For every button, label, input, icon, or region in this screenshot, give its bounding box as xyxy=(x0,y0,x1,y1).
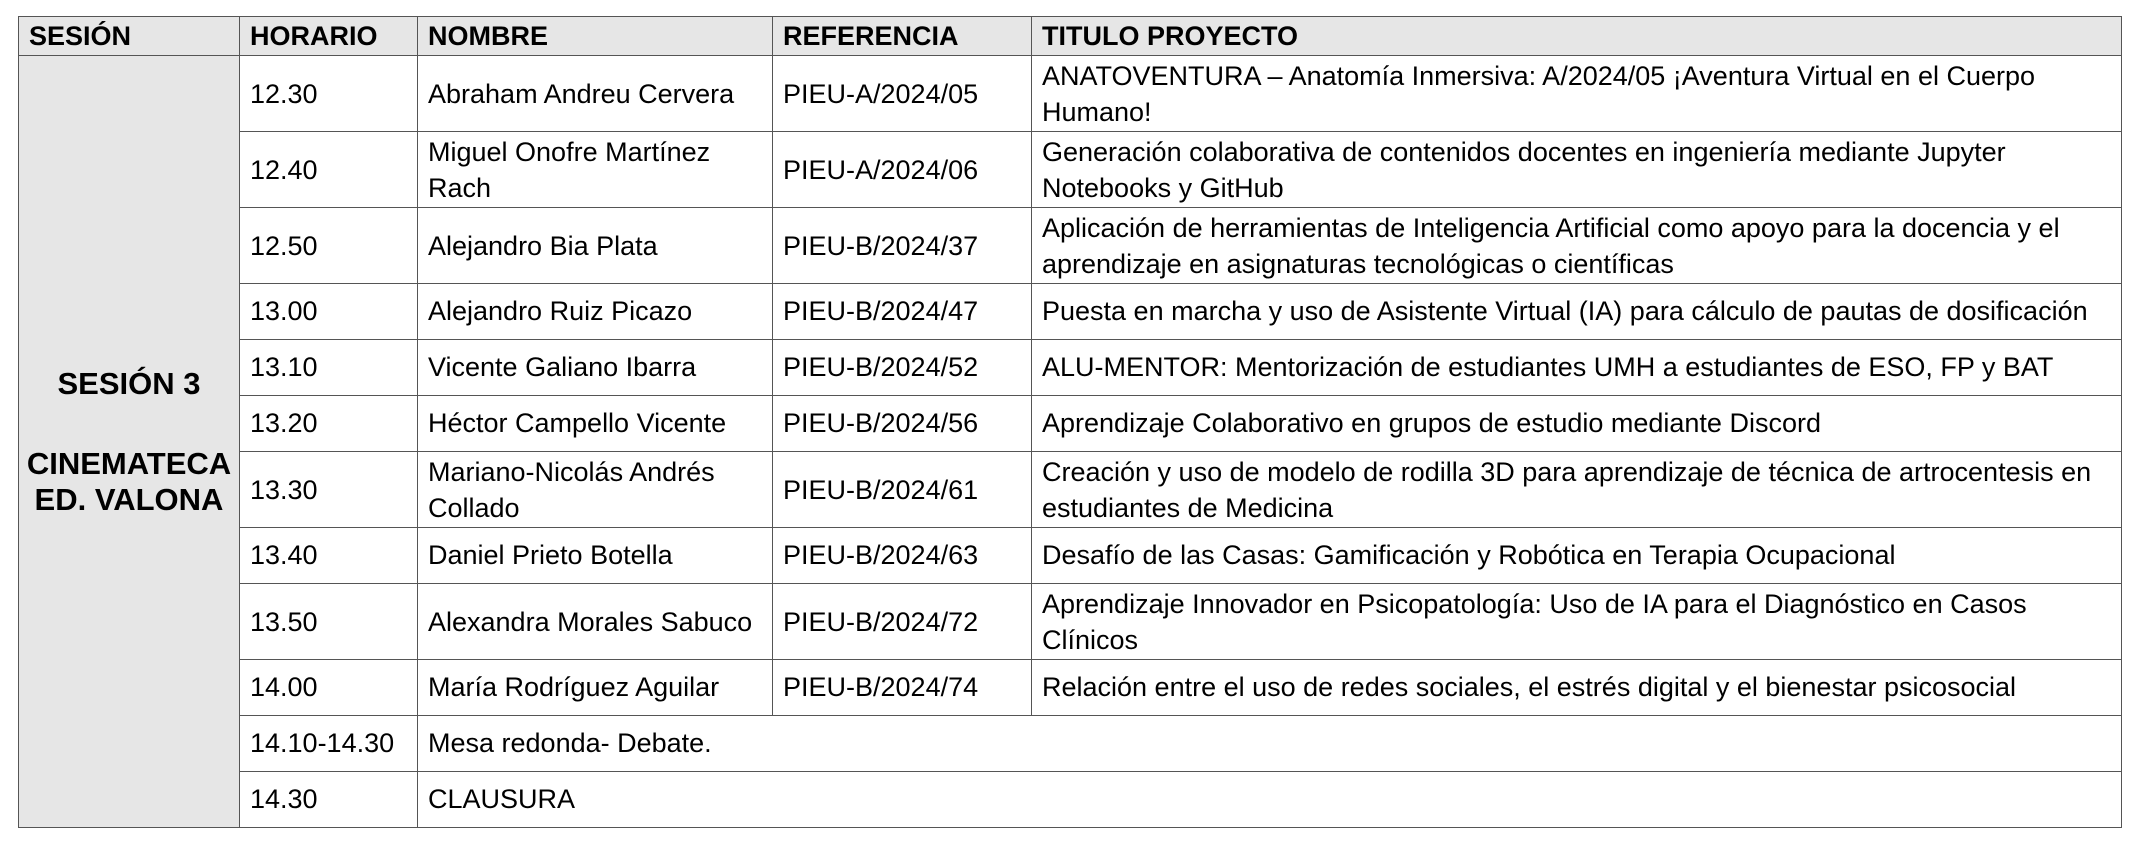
table-row xyxy=(19,584,2122,660)
time-cell: 14.10-14.30 xyxy=(240,716,418,772)
time-cell: 13.30 xyxy=(240,452,418,528)
project-title-cell: Aprendizaje Colaborativo en grupos de estudio mediante Discord xyxy=(1032,396,2122,452)
time-cell: 13.50 xyxy=(240,584,418,660)
name-cell: María Rodríguez Aguilar xyxy=(418,660,773,716)
header-time: HORARIO xyxy=(240,17,418,56)
session-venue-line1: CINEMATECA xyxy=(26,445,232,481)
header-session: SESIÓN xyxy=(19,17,240,56)
reference-cell: PIEU-B/2024/63 xyxy=(773,528,1032,584)
table-row xyxy=(19,56,2122,132)
project-title-cell: Relación entre el uso de redes sociales, el estrés digital y el bienestar psicosocial xyxy=(1032,660,2122,716)
reference-cell: PIEU-B/2024/72 xyxy=(773,584,1032,660)
table-row xyxy=(19,716,2122,772)
project-title-cell: Puesta en marcha y uso de Asistente Virtual (IA) para cálculo de pautas de dosificación xyxy=(1032,284,2122,340)
time-cell: 13.10 xyxy=(240,340,418,396)
header-row xyxy=(19,17,2122,56)
name-cell: Alejandro Bia Plata xyxy=(418,208,773,284)
name-cell: Alejandro Ruiz Picazo xyxy=(418,284,773,340)
table-row xyxy=(19,132,2122,208)
time-cell: 12.30 xyxy=(240,56,418,132)
name-cell: Alexandra Morales Sabuco xyxy=(418,584,773,660)
time-cell: 12.40 xyxy=(240,132,418,208)
session-venue-line2: ED. VALONA xyxy=(34,481,224,517)
time-cell: 14.30 xyxy=(240,772,418,828)
closing-cell: CLAUSURA xyxy=(418,772,2122,828)
time-cell: 13.00 xyxy=(240,284,418,340)
session-cell xyxy=(19,56,240,828)
name-cell: Vicente Galiano Ibarra xyxy=(418,340,773,396)
debate-cell: Mesa redonda- Debate. xyxy=(418,716,2122,772)
table-row xyxy=(19,284,2122,340)
project-title-cell: Aprendizaje Innovador en Psicopatología: Uso de IA para el Diagnóstico en Casos Clínicos xyxy=(1032,584,2122,660)
table-row xyxy=(19,208,2122,284)
reference-cell: PIEU-B/2024/56 xyxy=(773,396,1032,452)
name-cell: Abraham Andreu Cervera xyxy=(418,56,773,132)
table-row xyxy=(19,660,2122,716)
table-row xyxy=(19,452,2122,528)
reference-cell: PIEU-A/2024/06 xyxy=(773,132,1032,208)
time-cell: 12.50 xyxy=(240,208,418,284)
time-cell: 13.20 xyxy=(240,396,418,452)
session-label: SESIÓN 3 xyxy=(57,365,201,401)
header-reference: REFERENCIA xyxy=(773,17,1032,56)
project-title-cell: ALU-MENTOR: Mentorización de estudiantes UMH a estudiantes de ESO, FP y BAT xyxy=(1032,340,2122,396)
table-row xyxy=(19,772,2122,828)
reference-cell: PIEU-B/2024/61 xyxy=(773,452,1032,528)
schedule-table xyxy=(18,16,2122,828)
project-title-cell: Creación y uso de modelo de rodilla 3D para aprendizaje de técnica de artrocentesis en estudiantes de Medicina xyxy=(1032,452,2122,528)
reference-cell: PIEU-B/2024/47 xyxy=(773,284,1032,340)
header-project-title: TITULO PROYECTO xyxy=(1032,17,2122,56)
reference-cell: PIEU-B/2024/74 xyxy=(773,660,1032,716)
project-title-cell: ANATOVENTURA – Anatomía Inmersiva: A/2024/05 ¡Aventura Virtual en el Cuerpo Humano! xyxy=(1032,56,2122,132)
header-name: NOMBRE xyxy=(418,17,773,56)
reference-cell: PIEU-A/2024/05 xyxy=(773,56,1032,132)
name-cell: Miguel Onofre Martínez Rach xyxy=(418,132,773,208)
table-row xyxy=(19,340,2122,396)
name-cell: Daniel Prieto Botella xyxy=(418,528,773,584)
name-cell: Mariano-Nicolás Andrés Collado xyxy=(418,452,773,528)
table-row xyxy=(19,396,2122,452)
time-cell: 13.40 xyxy=(240,528,418,584)
time-cell: 14.00 xyxy=(240,660,418,716)
reference-cell: PIEU-B/2024/52 xyxy=(773,340,1032,396)
table-row xyxy=(19,528,2122,584)
project-title-cell: Desafío de las Casas: Gamificación y Robótica en Terapia Ocupacional xyxy=(1032,528,2122,584)
reference-cell: PIEU-B/2024/37 xyxy=(773,208,1032,284)
project-title-cell: Generación colaborativa de contenidos docentes en ingeniería mediante Jupyter Notebooks y GitHub xyxy=(1032,132,2122,208)
name-cell: Héctor Campello Vicente xyxy=(418,396,773,452)
project-title-cell: Aplicación de herramientas de Inteligencia Artificial como apoyo para la docencia y el aprendizaje en asignaturas tecnológicas o científicas xyxy=(1032,208,2122,284)
